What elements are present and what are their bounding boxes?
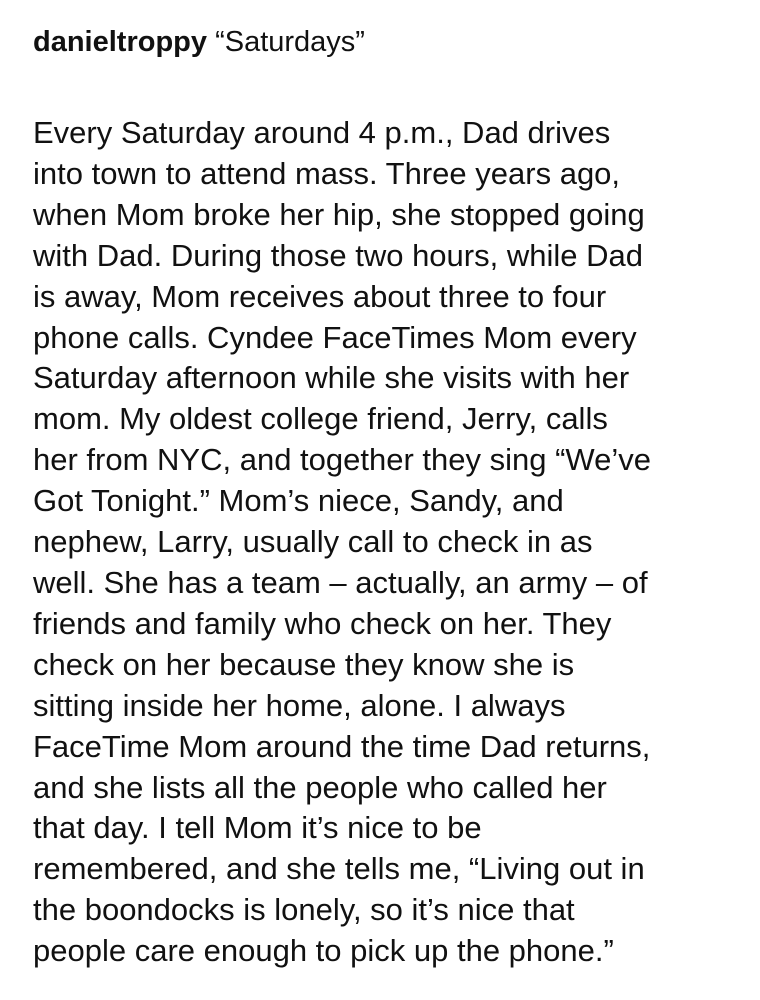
caption-line: nephew, Larry, usually call to check in as [33,524,593,560]
caption-line: phone calls. Cyndee FaceTimes Mom every [33,319,637,355]
caption-body [33,113,743,972]
caption-line: and she lists all the people who called her [33,769,607,805]
caption-line: Got Tonight.” Mom’s niece, Sandy, and [33,483,564,519]
caption-line: FaceTime Mom around the time Dad returns, [33,728,651,764]
caption-line: into town to attend mass. Three years ago, [33,155,621,191]
caption-line: well. She has a team – actually, an army – of [33,564,648,600]
caption-line: check on her because they know she is [33,646,575,682]
caption-line: mom. My oldest college friend, Jerry, calls [33,401,608,437]
caption-line: friends and family who check on her. They [33,605,612,641]
caption-post [33,22,743,972]
username-link[interactable]: danieltroppy [33,26,208,58]
caption-line: people care enough to pick up the phone.” [33,933,614,969]
caption-line: Every Saturday around 4 p.m., Dad drives [33,115,611,150]
caption-line: the boondocks is lonely, so it’s nice that [33,892,575,928]
caption-line: that day. I tell Mom it’s nice to be [33,810,482,846]
caption-line: with Dad. During those two hours, while Dad [33,237,643,273]
caption-line: when Mom broke her hip, she stopped going [33,196,645,232]
post-title: “Saturdays” [215,26,365,58]
caption-header [33,22,743,62]
caption-line: remembered, and she tells me, “Living out in [33,851,645,887]
caption-line: Saturday afternoon while she visits with her [33,360,630,396]
caption-line: sitting inside her home, alone. I always [33,687,566,723]
caption-line: is away, Mom receives about three to four [33,278,607,314]
caption-line: her from NYC, and together they sing “We’ve [33,442,651,478]
